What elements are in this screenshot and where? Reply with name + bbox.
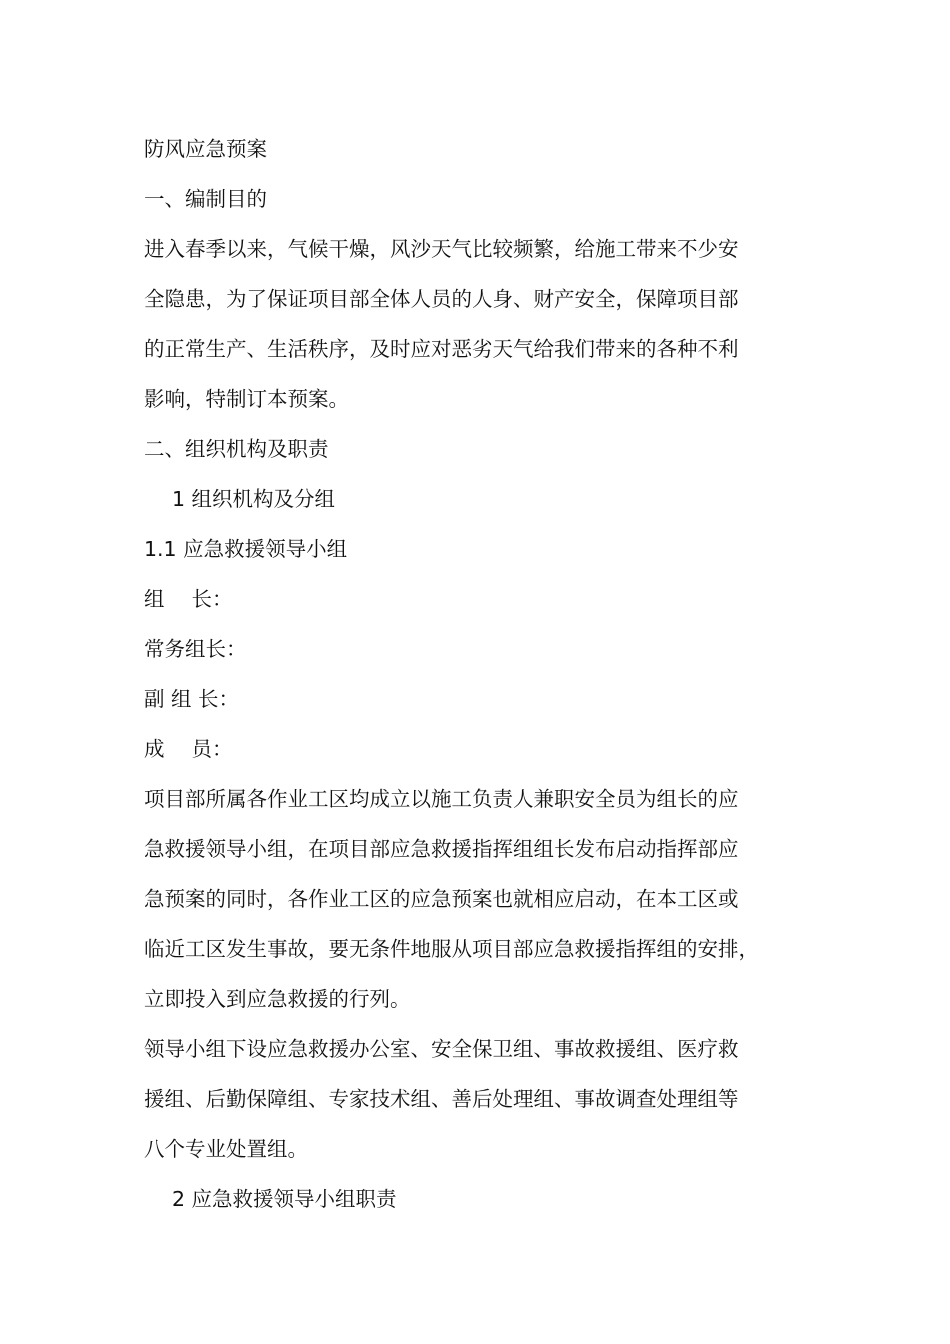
paragraph-line: 进入春季以来，气候干燥，风沙天气比较频繁，给施工带来不少安: [144, 237, 739, 261]
paragraph-line: 急救援领导小组，在项目部应急救援指挥组组长发布启动指挥部应: [144, 837, 739, 861]
paragraph-line: 立即投入到应急救援的行列。: [144, 987, 411, 1011]
document-body: [144, 124, 834, 1224]
paragraph-line: 全隐患，为了保证项目部全体人员的人身、财产安全，保障项目部: [144, 287, 739, 311]
paragraph-line: 的正常生产、生活秩序，及时应对恶劣天气给我们带来的各种不利: [144, 337, 739, 361]
subsection-heading-responsibilities: 2 应急救援领导小组职责: [172, 1187, 397, 1211]
paragraph-line: 临近工区发生事故，要无条件地服从项目部应急救援指挥组的安排，: [144, 937, 759, 961]
paragraph-line: 八个专业处置组。: [144, 1137, 308, 1161]
document-title: 防风应急预案: [144, 137, 267, 161]
role-executive-leader-label: 常务组长：: [144, 637, 247, 661]
role-member-label: 成 员：: [144, 737, 233, 761]
role-deputy-leader-label: 副 组 长：: [144, 687, 240, 711]
paragraph-line: 项目部所属各作业工区均成立以施工负责人兼职安全员为组长的应: [144, 787, 739, 811]
paragraph-line: 影响，特制订本预案。: [144, 387, 349, 411]
paragraph-line: 援组、后勤保障组、专家技术组、善后处理组、事故调查处理组等: [144, 1087, 739, 1111]
paragraph-line: 领导小组下设应急救援办公室、安全保卫组、事故救援组、医疗救: [144, 1037, 739, 1061]
subsection-heading-leadership-group: 1.1 应急救援领导小组: [144, 537, 348, 561]
role-leader-label: 组 长：: [144, 587, 233, 611]
section-heading-purpose: 一、编制目的: [144, 187, 267, 211]
paragraph-line: 急预案的同时，各作业工区的应急预案也就相应启动，在本工区或: [144, 887, 739, 911]
subsection-heading-structure: 1 组织机构及分组: [172, 487, 336, 511]
section-heading-organization: 二、组织机构及职责: [144, 437, 329, 461]
